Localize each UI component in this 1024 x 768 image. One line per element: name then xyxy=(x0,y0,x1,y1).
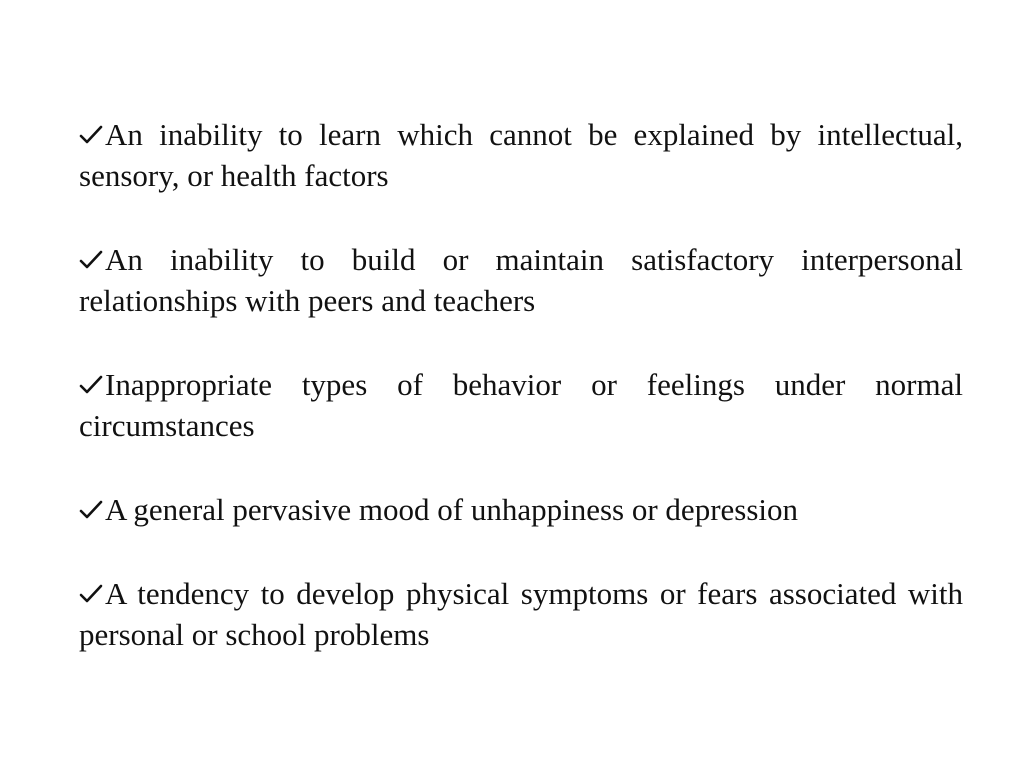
check-icon xyxy=(79,499,103,521)
check-icon xyxy=(79,583,103,605)
bullet-item xyxy=(79,573,963,655)
check-icon xyxy=(79,374,103,396)
bullet-text: An inability to build or maintain satisfactory interpersonal relationships with peers and teachers xyxy=(79,242,963,318)
bullet-item xyxy=(79,364,963,446)
bullet-text: A tendency to develop physical symptoms or fears associated with personal or school problems xyxy=(79,576,963,652)
bullet-item xyxy=(79,114,963,196)
bullet-list xyxy=(79,114,963,655)
bullet-text: A general pervasive mood of unhappiness or depression xyxy=(105,492,799,527)
bullet-item xyxy=(79,239,963,321)
check-icon xyxy=(79,124,103,146)
bullet-text: Inappropriate types of behavior or feelings under normal circumstances xyxy=(79,367,963,443)
bullet-item xyxy=(79,489,963,530)
bullet-text: An inability to learn which cannot be explained by intellectual, sensory, or health factors xyxy=(79,117,963,193)
check-icon xyxy=(79,249,103,271)
